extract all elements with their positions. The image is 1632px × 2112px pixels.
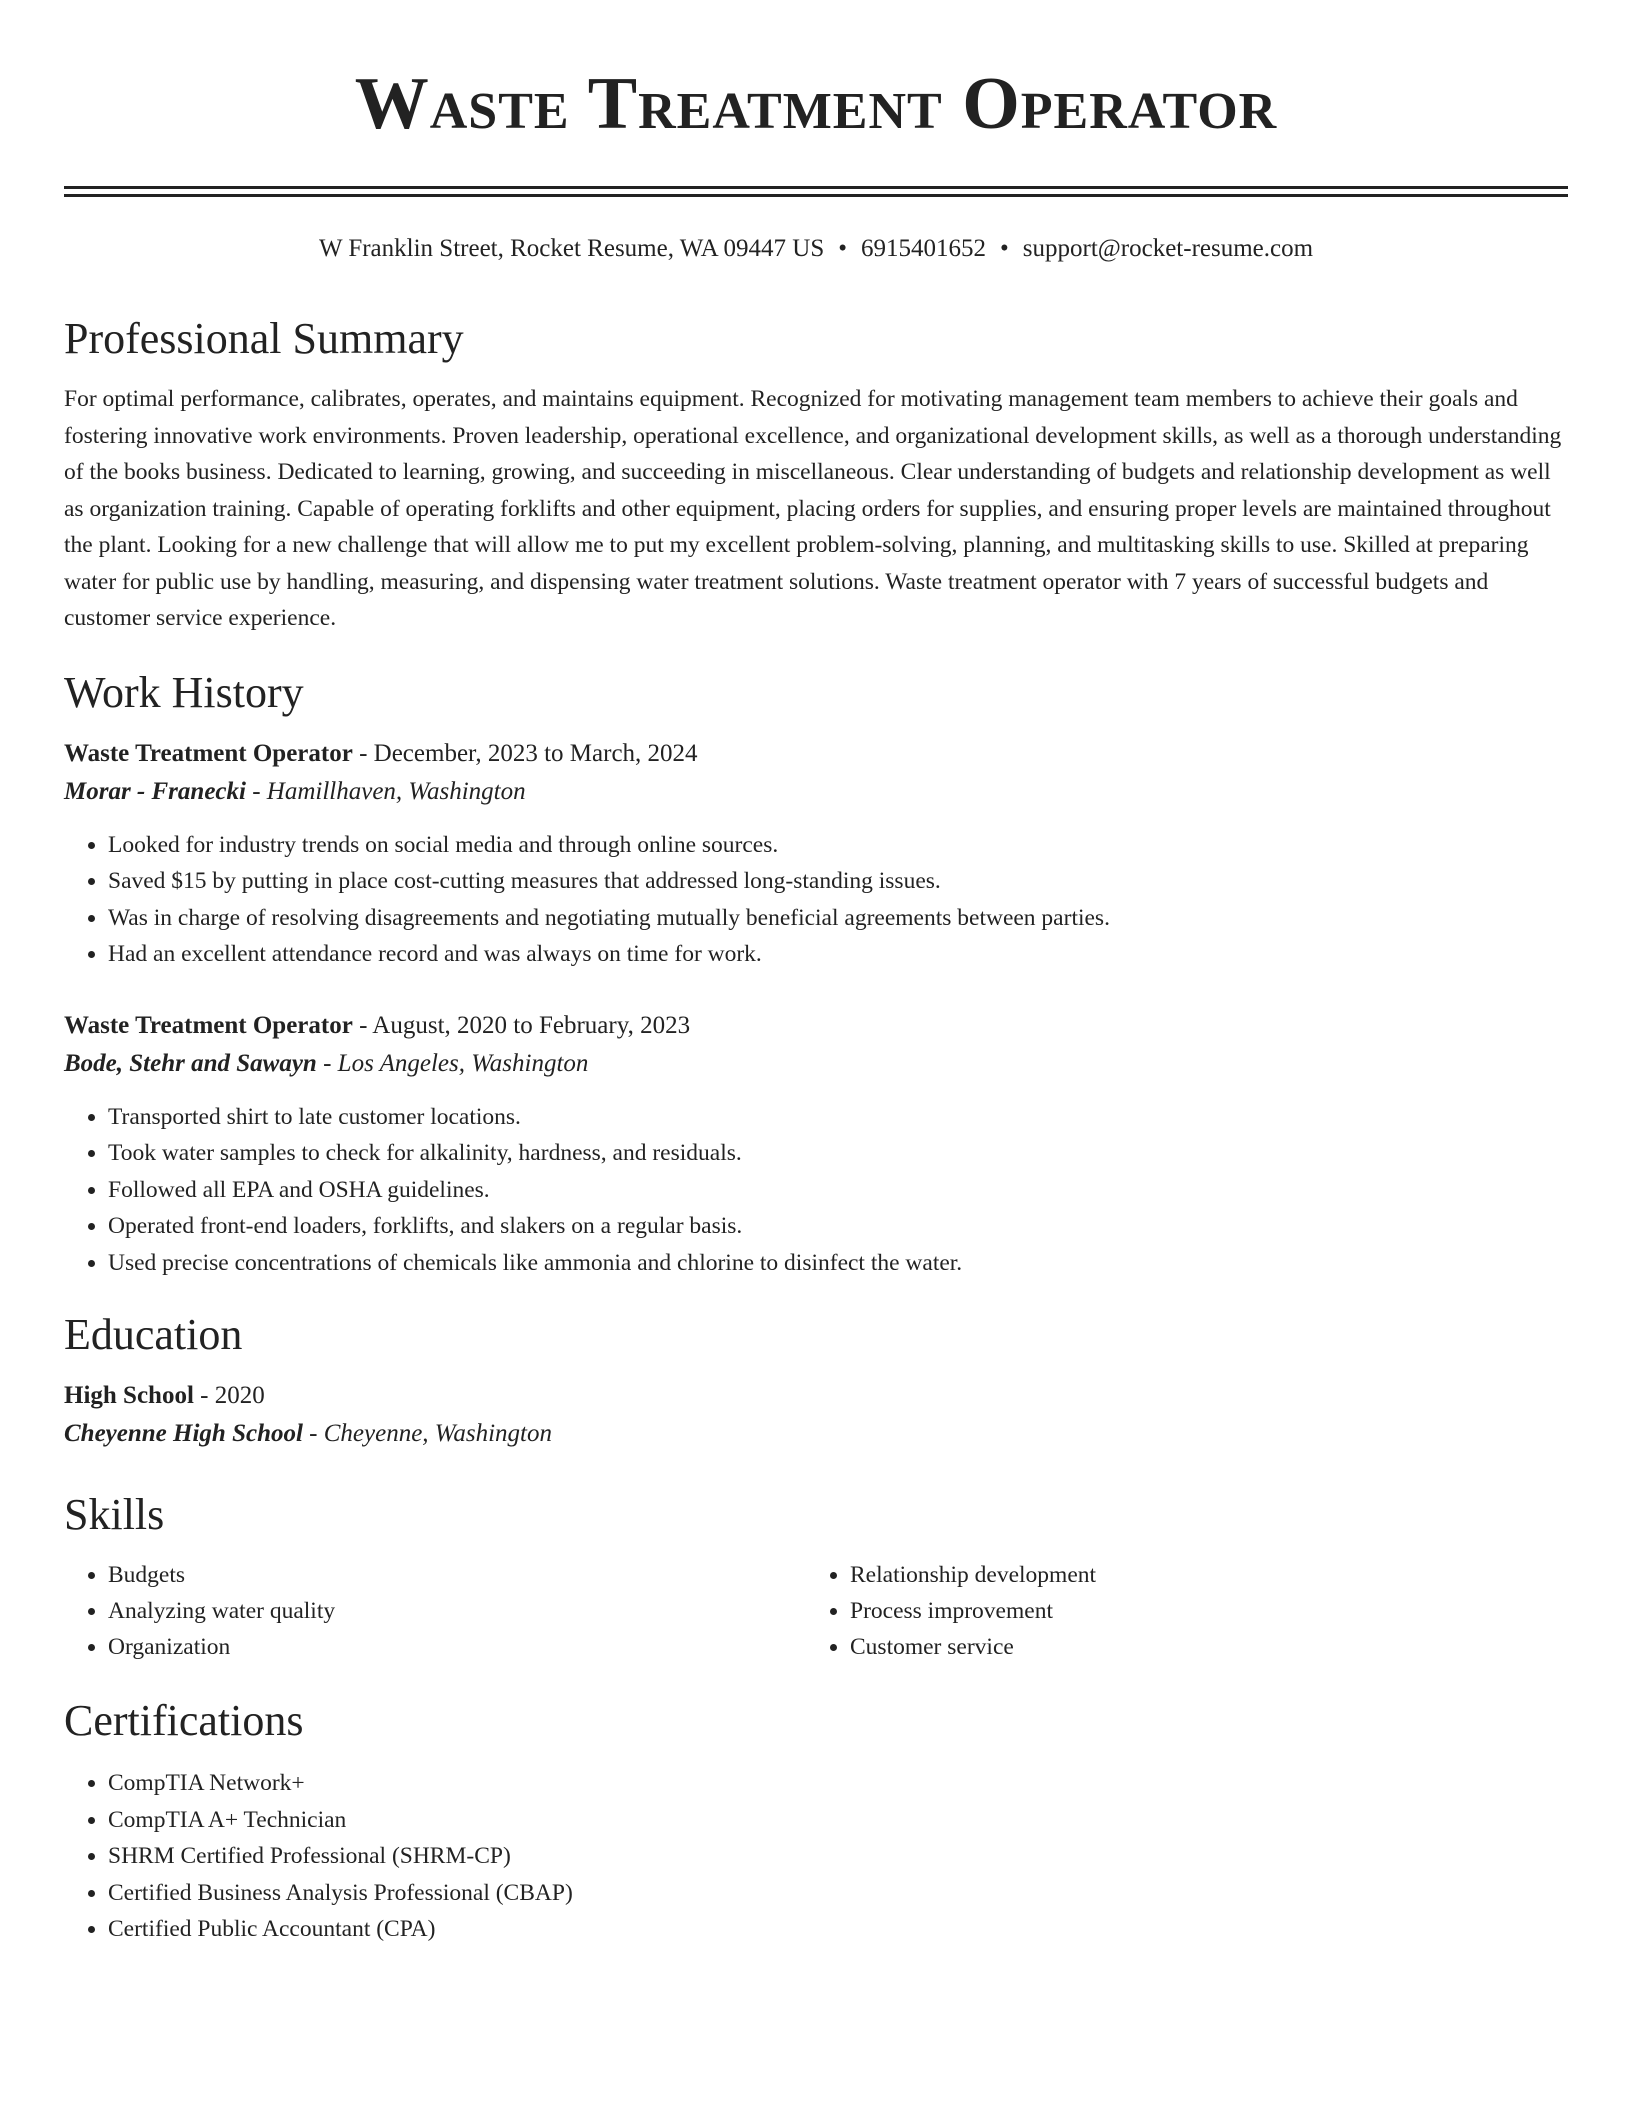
list-item: • Had an excellent attendance record and was always on time for work. — [108, 936, 1568, 973]
dash-separator: - — [316, 1049, 338, 1077]
job-entry — [64, 735, 1568, 973]
job-dates: December, 2023 to March, 2024 — [373, 739, 698, 767]
dash-separator: - — [245, 777, 267, 805]
list-item: • Followed all EPA and OSHA guidelines. — [108, 1172, 1568, 1209]
education-degree-line — [64, 1377, 1568, 1415]
job-role: Waste Treatment Operator — [64, 1011, 353, 1039]
education-year: 2020 — [214, 1382, 265, 1409]
list-item: • Customer service — [850, 1629, 1548, 1665]
contact-separator: • — [1000, 235, 1009, 262]
contact-email: support@rocket-resume.com — [1022, 235, 1314, 262]
job-company: Morar - Franecki — [64, 777, 246, 805]
list-item: • Used precise concentrations of chemicals like ammonia and chlorine to disinfect the water. — [108, 1245, 1568, 1282]
contact-separator: • — [838, 235, 847, 262]
section-title-summary: Professional Summary — [64, 314, 464, 363]
list-item: • Analyzing water quality — [108, 1593, 806, 1629]
job-company: Bode, Stehr and Sawayn — [64, 1049, 317, 1077]
job-dates: August, 2020 to February, 2023 — [372, 1011, 691, 1039]
job-title-line — [64, 735, 1568, 773]
education-location: Cheyenne, Washington — [323, 1420, 552, 1447]
dash-separator: - — [352, 739, 374, 767]
list-item: • Process improvement — [850, 1593, 1548, 1629]
section-title-certifications: Certifications — [64, 1696, 304, 1745]
contact-line — [64, 233, 1568, 265]
job-bullets — [64, 827, 1568, 973]
skills-column-left — [64, 1557, 806, 1665]
list-item: • SHRM Certified Professional (SHRM-CP) — [108, 1838, 1568, 1875]
education-degree: High School — [64, 1382, 194, 1409]
skills-grid — [64, 1557, 1568, 1665]
dash-separator: - — [352, 1011, 373, 1039]
list-item: • Was in charge of resolving disagreements and negotiating mutually beneficial agreements between parties. — [108, 900, 1568, 937]
list-item: • CompTIA Network+ — [108, 1765, 1568, 1802]
contact-address: W Franklin Street, Rocket Resume, WA 09447 US — [318, 235, 825, 262]
list-item: • CompTIA A+ Technician — [108, 1802, 1568, 1839]
list-item: • Saved $15 by putting in place cost-cutting measures that addressed long-standing issues. — [108, 863, 1568, 900]
list-item: • Budgets — [108, 1557, 806, 1593]
list-item: • Looked for industry trends on social media and through online sources. — [108, 827, 1568, 864]
section-title-skills: Skills — [64, 1490, 165, 1539]
certifications-list — [64, 1765, 1568, 1948]
list-item: • Took water samples to check for alkalinity, hardness, and residuals. — [108, 1135, 1568, 1172]
list-item: • Operated front-end loaders, forklifts, and slakers on a regular basis. — [108, 1208, 1568, 1245]
resume-name: Waste Treatment Operator — [354, 63, 1278, 145]
dash-separator: - — [302, 1420, 324, 1447]
contact-phone: 6915401652 — [861, 235, 986, 262]
education-school: Cheyenne High School — [64, 1420, 303, 1447]
job-company-line — [64, 773, 1568, 811]
job-bullets — [64, 1099, 1568, 1282]
dash-separator: - — [193, 1382, 215, 1409]
list-item: • Transported shirt to late customer locations. — [108, 1099, 1568, 1136]
education-school-line — [64, 1415, 1568, 1453]
job-role: Waste Treatment Operator — [64, 739, 353, 767]
job-company-line — [64, 1045, 1568, 1083]
header-double-rule — [64, 186, 1568, 197]
list-item: • Certified Business Analysis Professional (CBAP) — [108, 1875, 1568, 1912]
education-entry — [64, 1377, 1568, 1453]
section-title-work-history: Work History — [64, 667, 304, 717]
job-location: Hamillhaven, Washington — [266, 777, 526, 805]
list-item: • Certified Public Accountant (CPA) — [108, 1911, 1568, 1948]
list-item: • Relationship development — [850, 1557, 1548, 1593]
summary-text: For optimal performance, calibrates, operates, and maintains equipment. Recognized for motivating management team members to achieve their goals and fostering innovative work environments. Proven leadership, operational excellence, and organizational development skills, as well as a thorough understanding of the books business. Dedicated to learning, growing, and succeeding in miscellaneous. Clear understanding of budgets and relationship development as well as organization training. Capable of operating forklifts and other equipment, placing orders for supplies, and ensuring proper levels are maintained throughout the plant. Looking for a new challenge that will allow me to put my excellent problem-solving, planning, and multitasking skills to use. Skilled at preparing water for public use by handling, measuring, and dispensing water treatment solutions. Waste treatment operator with 7 years of successful budgets and customer service experience. — [64, 386, 1562, 631]
job-title-line — [64, 1007, 1568, 1045]
job-entry — [64, 1007, 1568, 1282]
skills-column-right — [806, 1557, 1548, 1665]
section-title-education: Education — [64, 1310, 243, 1359]
list-item: • Organization — [108, 1629, 806, 1665]
job-location: Los Angeles, Washington — [337, 1049, 589, 1077]
